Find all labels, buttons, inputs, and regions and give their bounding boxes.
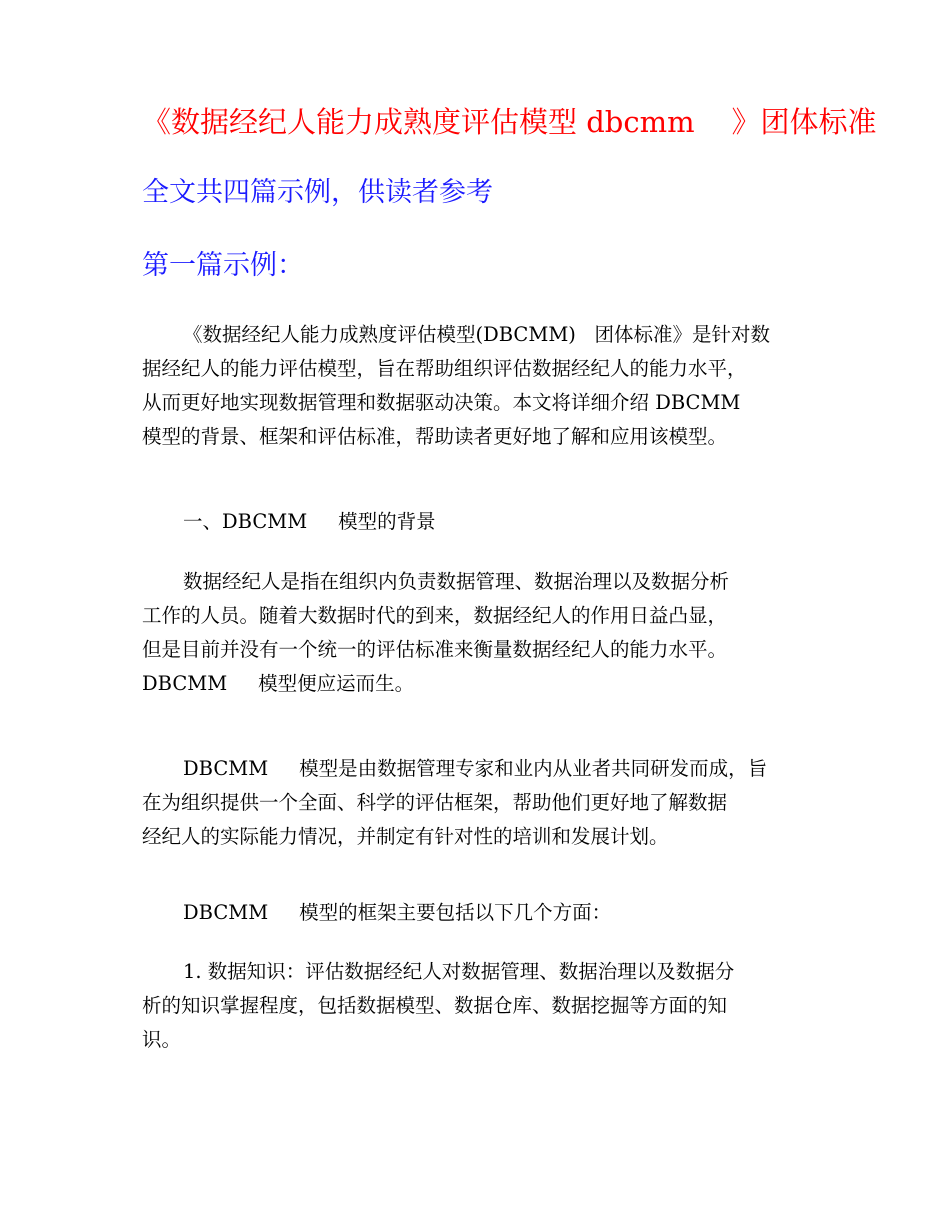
paragraph-background <box>142 565 822 701</box>
paragraph-development <box>142 752 822 854</box>
paragraph-data-knowledge <box>142 955 822 1057</box>
paragraph-line: 工作的人员。随着大数据时代的到来，数据经纪人的作用日益凸显， <box>142 604 728 627</box>
document-subtitle: 全文共四篇示例，供读者参考 <box>142 177 493 208</box>
paragraph-line: 《数据经纪人能力成熟度评估模型(DBCMM) 团体标准》是针对数 <box>183 323 770 346</box>
paragraph-line: 一、DBCMM 模型的背景 <box>183 510 436 533</box>
document-title: 《数据经纪人能力成熟度评估模型 dbcmm 》团体标准 <box>142 105 877 139</box>
paragraph-line: 但是目前并没有一个统一的评估标准来衡量数据经纪人的能力水平。 <box>142 638 728 661</box>
paragraph-line: 经纪人的实际能力情况，并制定有针对性的培训和发展计划。 <box>142 825 669 848</box>
paragraph-line: 识。 <box>142 1028 182 1051</box>
paragraph-line: 模型的背景、框架和评估标准，帮助读者更好地了解和应用该模型。 <box>142 425 728 448</box>
paragraph-line: DBCMM 模型的框架主要包括以下几个方面： <box>183 901 612 924</box>
paragraph-line: 析的知识掌握程度，包括数据模型、数据仓库、数据挖掘等方面的知 <box>142 994 728 1017</box>
section-heading: 第一篇示例： <box>142 250 304 281</box>
paragraph-line: DBCMM 模型便应运而生。 <box>142 672 415 695</box>
paragraph-line: 在为组织提供一个全面、科学的评估框架，帮助他们更好地了解数据 <box>142 791 728 814</box>
paragraph-line: 1. 数据知识：评估数据经纪人对数据管理、数据治理以及数据分 <box>183 960 735 983</box>
paragraph-line: 据经纪人的能力评估模型，旨在帮助组织评估数据经纪人的能力水平， <box>142 357 747 380</box>
paragraph-background-heading <box>142 505 822 539</box>
paragraph-line: DBCMM 模型是由数据管理专家和业内从业者共同研发而成，旨 <box>183 757 768 780</box>
paragraph-framework-intro <box>142 896 822 930</box>
paragraph-line: 数据经纪人是指在组织内负责数据管理、数据治理以及数据分析 <box>183 570 730 593</box>
paragraph-intro <box>142 318 822 454</box>
paragraph-line: 从而更好地实现数据管理和数据驱动决策。本文将详细介绍 DBCMM <box>142 391 741 414</box>
